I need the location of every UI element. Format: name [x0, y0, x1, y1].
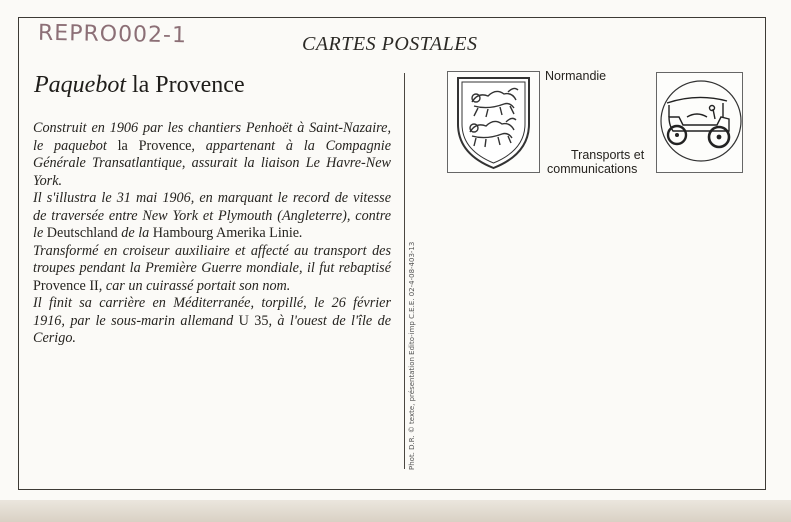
postcard-title: [34, 72, 245, 99]
transports-stamp: [656, 72, 743, 173]
description-run-italic: Transformé en croiseur auxiliaire et affecté au transport des troupes pendant la Première Guerre mondiale, il fut rebaptisé: [33, 242, 391, 276]
antique-car-icon: [657, 73, 742, 172]
title-word: Paquebot: [34, 72, 126, 98]
description-run-italic: Il s'illustra le 31 mai 1906, en marquant le record de vitesse de traversée entre New York et Plymouth (Angleterre), contre le: [33, 190, 391, 241]
description-run-italic: de la: [117, 225, 153, 241]
description-run-italic: , appartenant à la Compagnie Générale Transatlantique, assurait la liaison Le Havre-New York.: [33, 137, 391, 189]
card-edge-shadow: [0, 500, 791, 522]
archive-code: REPRO002-1: [37, 20, 188, 49]
credits-text: Phot. D.R. © texte, présentation Edito-imp C.E.E. 02-4-08-403-13: [408, 241, 416, 470]
description-run-roman: Provence II: [33, 277, 99, 294]
center-divider: [404, 73, 405, 469]
title-name: la Provence: [131, 72, 245, 98]
description-run-roman: Deutschland: [46, 225, 118, 241]
transports-label-line2: communications: [547, 162, 638, 176]
description-paragraph: [33, 120, 391, 190]
description-run-italic: Il finit sa carrière en Méditerranée, torpillé, le 26 février 1916, par le sous-marin allemand: [33, 295, 391, 329]
description-run-roman: la Provence: [117, 137, 192, 154]
normandie-label: Normandie: [545, 69, 607, 83]
description-run-roman: Hambourg Amerika Linie: [152, 225, 300, 241]
transports-label-line1: Transports et: [571, 148, 645, 162]
description-run-italic: , à l'ouest de l'île de Cerigo.: [33, 312, 391, 346]
postcard-header: CARTES POSTALES: [302, 33, 478, 55]
description-run-roman: U 35: [238, 312, 269, 329]
normandie-stamp: [447, 71, 540, 173]
description-run-italic: , car un cuirassé portait son nom.: [98, 277, 291, 294]
description-paragraph: [33, 295, 391, 348]
description-run-italic: .: [299, 225, 303, 241]
description-paragraph: [33, 243, 391, 296]
description-text: [33, 120, 391, 348]
normandy-shield-icon: [448, 72, 539, 172]
description-paragraph: [33, 190, 391, 243]
description-run-italic: Construit en 1906 par les chantiers Penhoët à Saint-Nazaire, le paquebot: [33, 120, 391, 154]
